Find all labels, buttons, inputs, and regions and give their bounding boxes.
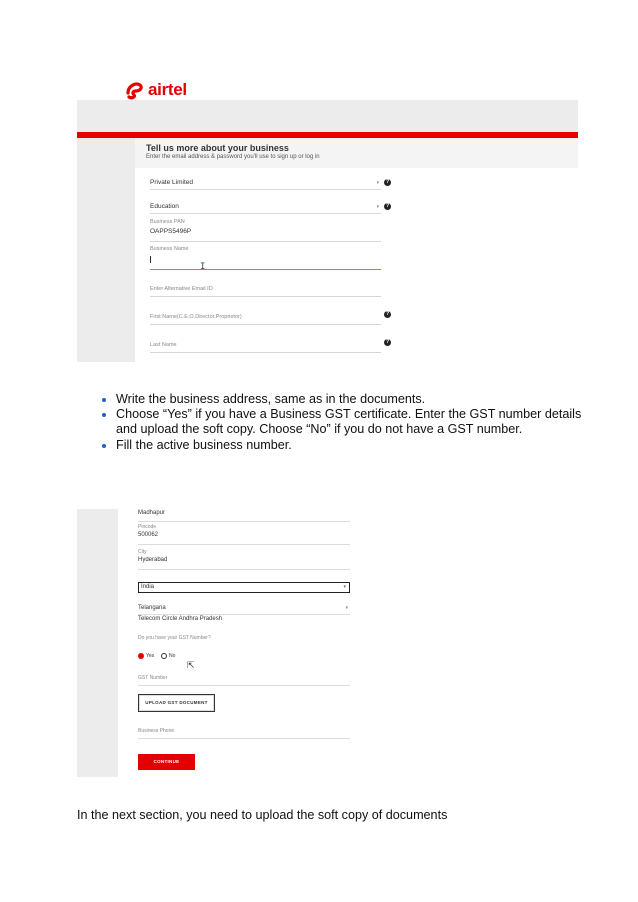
gst-number-label: GST Number [138,675,168,681]
address-field[interactable] [138,509,350,522]
city-field[interactable] [138,548,350,570]
left-gutter [77,509,118,777]
business-pan-label: Business PAN [150,219,185,225]
company-type-select[interactable] [150,175,381,190]
telecom-circle-text: Telecom Circle Andhra Pradesh [138,616,223,622]
country-value: India [141,584,155,590]
next-section-text: In the next section, you need to upload the soft copy of documents [77,808,448,822]
left-gutter [77,138,135,362]
chevron-down-icon: ▾ [343,584,346,590]
city-value: Hyderabad [138,557,168,563]
business-phone-label: Business Phone [138,728,175,734]
first-name-placeholder: First Name(C.E.O,Director,Proprietor) [150,314,242,320]
gst-yes-label: Yes [146,653,155,659]
text-cursor [150,256,151,263]
continue-button[interactable]: CONTINUE [138,754,195,770]
list-item: • Write the business address, same as in the documents. [116,392,586,407]
business-name-label: Business Name [150,246,189,252]
airtel-wordmark: airtel [148,80,187,99]
upload-gst-document-button[interactable]: UPLOAD GST DOCUMENT [138,694,215,712]
form-subtitle: Enter the email address & password you'll use to sign up or log in [146,154,320,160]
form-title: Tell us more about your business [146,143,289,153]
pincode-label: Pincode [138,524,157,530]
airtel-swirl-icon [125,80,145,100]
industry-select[interactable] [150,199,381,214]
pincode-value: 500062 [138,532,159,538]
first-name-field[interactable] [150,307,381,325]
state-select[interactable] [138,604,350,615]
mouse-pointer-icon: ⇱ [187,660,195,670]
company-type-value: Private Limited [150,179,193,186]
business-pan-field[interactable] [150,218,381,242]
business-details-screenshot [77,72,578,362]
business-name-field[interactable] [150,245,381,270]
chevron-down-icon: ▾ [376,180,379,186]
instruction-list [96,392,586,453]
business-phone-field[interactable] [138,725,350,739]
top-banner [77,100,578,132]
chevron-down-icon: ▾ [376,204,379,210]
chevron-down-icon: ▾ [345,605,348,611]
industry-value: Education [150,203,179,210]
alternative-email-field[interactable] [150,280,381,297]
business-pan-value: OAPPS5496P [150,228,192,235]
list-item: • Choose “Yes” if you have a Business GST certificate. Enter the GST number details and upload the soft copy. Choose “No” if you do not have a GST number. [116,407,586,437]
ibeam-pointer-icon: I [200,262,206,272]
help-icon[interactable]: ? [385,311,390,317]
gst-question: Do you have your GST Number? [138,635,211,641]
address-gst-screenshot [77,509,362,777]
city-label: City [138,549,147,555]
help-icon[interactable]: ? [385,179,390,185]
gst-number-field[interactable] [138,672,350,686]
help-icon[interactable]: ? [385,339,390,345]
address-value: Madhapur [138,510,166,516]
list-item: • Fill the active business number. [116,438,586,453]
last-name-placeholder: Last Name [150,342,177,348]
airtel-logo [125,78,187,102]
last-name-field[interactable] [150,335,381,353]
help-icon[interactable]: ? [385,203,390,209]
pincode-field[interactable] [138,523,350,545]
state-value: Telangana [138,605,166,611]
gst-yes-radio[interactable] [138,653,144,659]
gst-no-radio[interactable] [161,653,167,659]
gst-no-label: No [169,653,176,659]
alternative-email-placeholder: Enter Alternative Email ID [150,286,213,292]
country-select[interactable] [138,582,350,593]
